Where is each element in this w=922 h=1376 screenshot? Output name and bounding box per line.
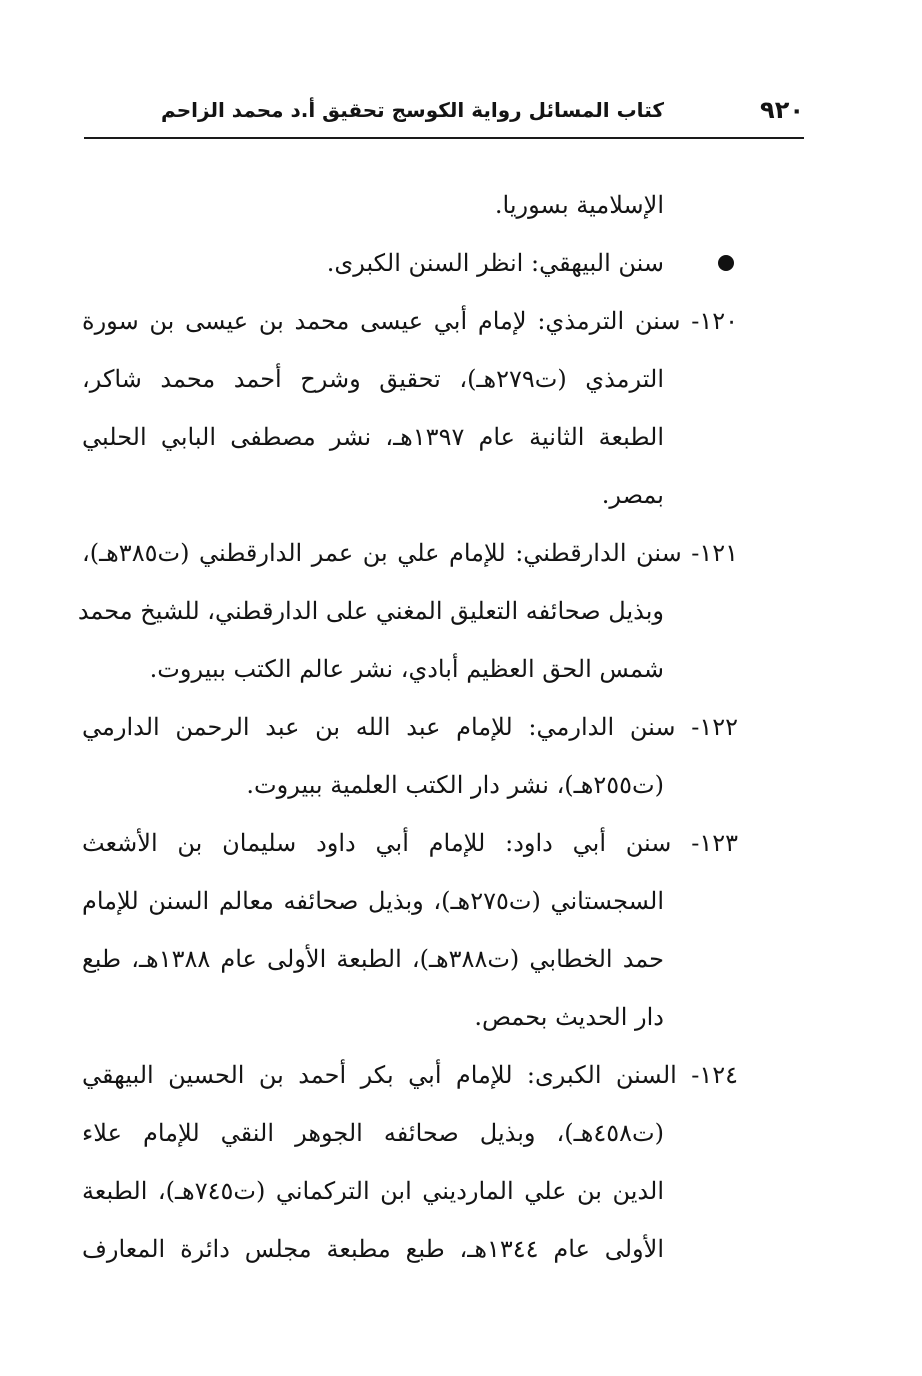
entry-line: ١٢٠- سنن الترمذي: لإمام أبي عيسى محمد بن عيسى بن سورة (82, 307, 738, 335)
entry-line: دار الحديث بحمص. (474, 1003, 664, 1031)
bibliography-entry-122 (82, 698, 738, 814)
entry-line: بمصر. (601, 481, 664, 509)
bibliography-entry-121 (77, 524, 738, 698)
bullet-icon (718, 255, 734, 271)
page-header (84, 92, 804, 136)
page-number: ٩٢٠ (760, 96, 804, 124)
bibliography-list (77, 176, 738, 1278)
bibliography-entry-123 (82, 814, 738, 1046)
entry-line: الطبعة الثانية عام ١٣٩٧هـ، نشر مصطفى البابي الحلبي (82, 423, 664, 451)
bibliography-entry-124 (82, 1046, 738, 1278)
entry-line: (ت٢٥٥هـ)، نشر دار الكتب العلمية ببيروت. (246, 771, 664, 799)
bullet-entry (82, 234, 738, 292)
running-title: كتاب المسائل رواية الكوسج تحقيق أ.د محمد الزاحم (161, 98, 664, 122)
entry-line: ١٢٢- سنن الدارمي: للإمام عبد الله بن عبد الرحمن الدارمي (82, 713, 738, 741)
entry-line: حمد الخطابي (ت٣٨٨هـ)، الطبعة الأولى عام ١٣٨٨هـ، طبع (82, 945, 664, 973)
entry-line: (ت٤٥٨هـ)، وبذيل صحائفه الجوهر النقي للإمام علاء (82, 1119, 664, 1147)
header-rule (84, 137, 804, 139)
entry-line: وبذيل صحائفه التعليق المغني على الدارقطني، للشيخ محمد (77, 597, 664, 625)
entry-line: ١٢٤- السنن الكبرى: للإمام أبي بكر أحمد بن الحسين البيهقي (82, 1061, 738, 1089)
entry-line: الترمذي (ت٢٧٩هـ)، تحقيق وشرح أحمد محمد شاكر، (82, 365, 664, 393)
bibliography-entry-120 (82, 292, 738, 524)
entry-line: ١٢٣- سنن أبي داود: للإمام أبي داود سليمان بن الأشعث (82, 829, 738, 857)
entry-line: شمس الحق العظيم أبادي، نشر عالم الكتب ببيروت. (149, 655, 664, 683)
entry-line: السجستاني (ت٢٧٥هـ)، وبذيل صحائفه معالم السنن للإمام (82, 887, 664, 915)
continuation-line: الإسلامية بسوريا. (494, 191, 664, 219)
entry-line: الأولى عام ١٣٤٤هـ، طبع مطبعة مجلس دائرة المعارف (82, 1235, 664, 1263)
entry-line: الدين بن علي المارديني ابن التركماني (ت٧٤٥هـ)، الطبعة (82, 1177, 664, 1205)
bullet-entry-text: سنن البيهقي: انظر السنن الكبرى. (326, 249, 664, 277)
entry-line: ١٢١- سنن الدارقطني: للإمام علي بن عمر الدارقطني (ت٣٨٥هـ)، (82, 539, 738, 567)
